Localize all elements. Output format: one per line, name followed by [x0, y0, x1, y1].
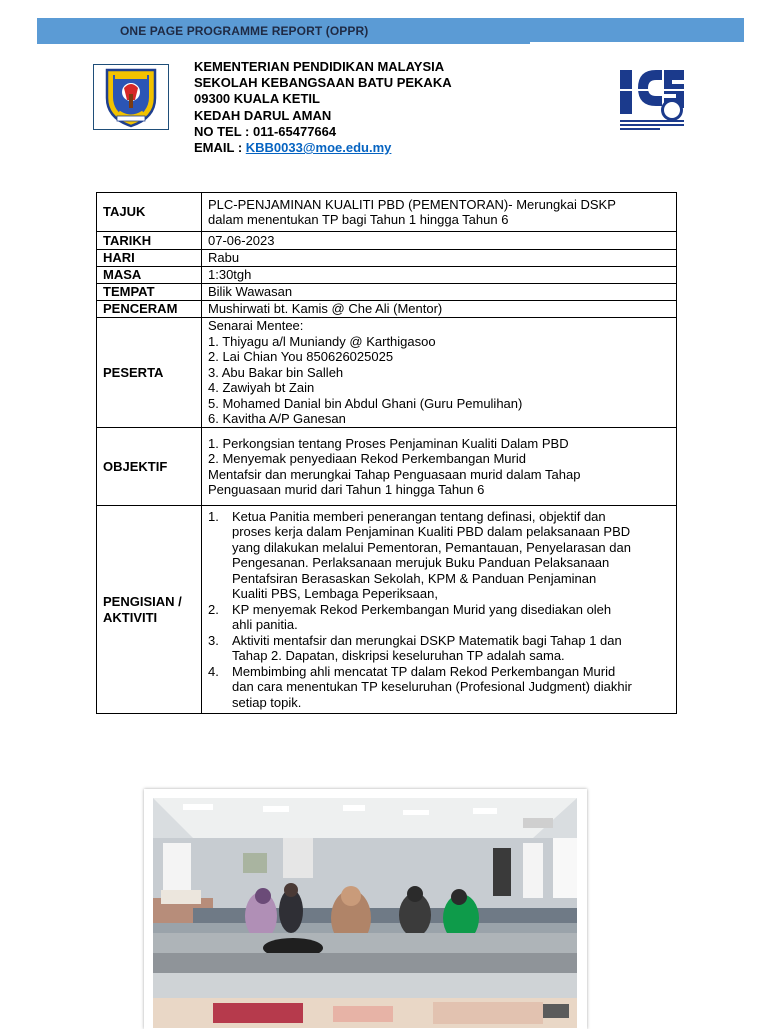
peserta-line: Senarai Mentee: — [208, 318, 304, 334]
activity-number: 3. — [208, 632, 219, 648]
activity-line: Aktiviti mentafsir dan merungkai DSKP Matematik bagi Tahap 1 dan — [232, 632, 622, 648]
label-penceram: PENCERAM — [97, 301, 202, 318]
table-row-penceram — [97, 301, 677, 318]
objektif-line: 2. Menyemak penyediaan Rekod Perkembangan Murid — [208, 451, 526, 466]
banner-divider — [530, 42, 744, 44]
value-objektif — [202, 428, 677, 506]
value-tempat: Bilik Wawasan — [202, 284, 677, 301]
peserta-line: 5. Mohamed Danial bin Abdul Ghani (Guru Pemulihan) — [208, 395, 523, 411]
activity-line: Membimbing ahli mencatat TP dalam Rekod Perkembangan Murid — [232, 663, 616, 679]
phone-number: NO TEL : 011-65477664 — [194, 123, 337, 139]
programme-info-table — [96, 192, 677, 714]
activity-number: 4. — [208, 663, 219, 679]
meeting-photo — [153, 798, 577, 1028]
peserta-line: 1. Thiyagu a/l Muniandy @ Karthigasoo — [208, 333, 436, 349]
activity-list — [208, 509, 676, 711]
activity-line: yang dilakukan melalui Pementoran, Pemantauan, Penyelarasan dan — [232, 539, 631, 555]
value-tarikh: 07-06-2023 — [202, 232, 677, 250]
table-row-masa — [97, 267, 677, 284]
value-hari: Rabu — [202, 250, 677, 267]
table-row-tarikh — [97, 232, 677, 250]
label-objektif: OBJEKTIF — [97, 428, 202, 506]
value-masa: 1:30tgh — [202, 267, 677, 284]
anniversary-25-logo-icon — [616, 64, 688, 134]
label-tempat: TEMPAT — [97, 284, 202, 301]
value-tajuk — [202, 193, 677, 232]
table-row-tempat — [97, 284, 677, 301]
value-pengisian — [202, 506, 677, 714]
activity-line: Pengesanan. Perlaksanaan merujuk Buku Panduan Pelaksanaan — [232, 555, 610, 571]
objektif-line: 1. Perkongsian tentang Proses Penjaminan Kualiti Dalam PBD — [208, 435, 569, 451]
table-row-hari — [97, 250, 677, 267]
peserta-line: 4. Zawiyah bt Zain — [208, 380, 315, 396]
activity-text — [232, 664, 668, 711]
school-crest-icon — [93, 64, 169, 130]
table-row-tajuk — [97, 193, 677, 232]
activity-text — [232, 602, 668, 633]
peserta-line: 3. Abu Bakar bin Salleh — [208, 364, 344, 380]
tajuk-line: dalam menentukan TP bagi Tahun 1 hingga Tahun 6 — [208, 212, 509, 227]
peserta-line: 6. Kavitha A/P Ganesan — [208, 411, 346, 427]
activity-line: KP menyemak Rekod Perkembangan Murid yang disediakan oleh — [232, 601, 612, 617]
activity-line: dan cara menentukan TP keseluruhan (Profesional Judgment) diakhir — [232, 679, 632, 695]
pengisian-label-line: PENGISIAN / — [103, 594, 182, 609]
label-tajuk: TAJUK — [97, 193, 202, 232]
activity-line: Tahap 2. Dapatan, diskripsi keseluruhan TP adalah sama. — [232, 648, 565, 664]
report-banner — [37, 18, 744, 44]
objektif-line: Mentafsir dan merungkai Tahap Penguasaan murid dalam Tahap — [208, 466, 581, 482]
activity-line: proses kerja dalam Penjaminan Kualiti PBD dalam pelaksanaan PBD — [232, 524, 631, 540]
label-peserta: PESERTA — [97, 318, 202, 428]
activity-text — [232, 633, 668, 664]
list-item — [208, 633, 668, 664]
list-item — [208, 602, 668, 633]
value-penceram: Mushirwati bt. Kamis @ Che Ali (Mentor) — [202, 301, 677, 318]
value-peserta — [202, 318, 677, 428]
activity-text — [232, 509, 668, 602]
activity-number: 2. — [208, 601, 219, 617]
activity-line: ahli panitia. — [232, 617, 298, 633]
tajuk-line: PLC-PENJAMINAN KUALITI PBD (PEMENTORAN)- Merungkai DSKP — [208, 196, 616, 212]
email-label: EMAIL : — [194, 140, 246, 156]
objektif-line: Penguasaan murid dari Tahun 1 hingga Tahun 6 — [208, 482, 485, 497]
activity-line: setiap topik. — [232, 694, 302, 710]
table-row-peserta — [97, 318, 677, 428]
table-row-pengisian — [97, 506, 677, 714]
pengisian-label-line: AKTIVITI — [103, 609, 158, 625]
activity-line: Ketua Panitia memberi penerangan tentang definasi, objektif dan — [232, 508, 606, 524]
peserta-line: 2. Lai Chian You 850626025025 — [208, 349, 394, 365]
activity-number: 1. — [208, 508, 219, 524]
label-hari: HARI — [97, 250, 202, 267]
label-tarikh: TARIKH — [97, 232, 202, 250]
activity-line: Pentafsiran Berasaskan Sekolah, KPM & Panduan Penjaminan — [232, 570, 597, 586]
list-item — [208, 664, 668, 711]
school-header — [194, 59, 452, 156]
banner-title: ONE PAGE PROGRAMME REPORT (OPPR) — [120, 24, 369, 38]
school-name: SEKOLAH KEBANGSAAN BATU PEKAKA — [194, 75, 452, 91]
table-row-objektif — [97, 428, 677, 506]
email-link[interactable]: KBB0033@moe.edu.my — [245, 140, 392, 156]
activity-line: Kualiti PBS, Lembaga Peperiksaan, — [232, 586, 438, 602]
label-masa: MASA — [97, 267, 202, 284]
state-name: KEDAH DARUL AMAN — [194, 107, 332, 123]
ministry-name: KEMENTERIAN PENDIDIKAN MALAYSIA — [194, 59, 445, 74]
email-line — [194, 140, 452, 156]
activity-photo-frame — [144, 789, 587, 1029]
postcode-city: 09300 KUALA KETIL — [194, 91, 320, 107]
label-pengisian — [97, 506, 202, 714]
list-item — [208, 509, 668, 602]
